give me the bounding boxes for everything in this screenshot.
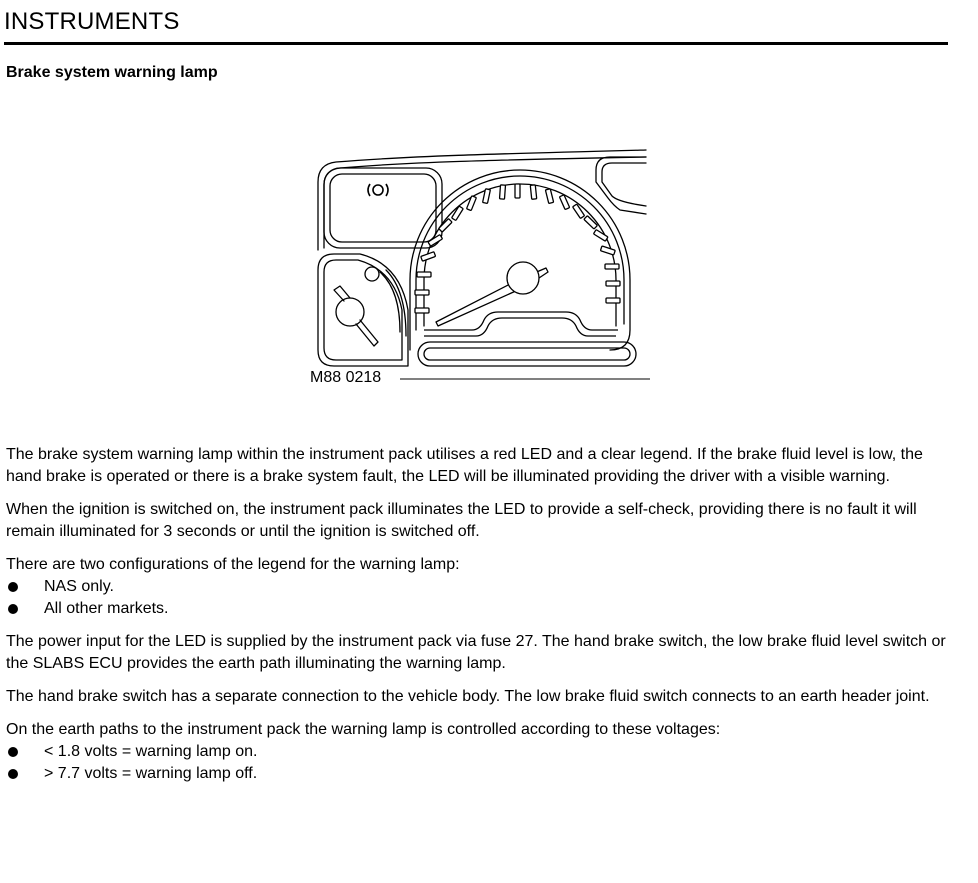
indicator-light — [365, 267, 379, 281]
speedometer-needle — [436, 262, 548, 326]
speedometer-dial — [424, 184, 616, 326]
lower-display-strip — [418, 342, 636, 366]
paragraph-description: The brake system warning lamp within the instrument pack utilises a red LED and a clear legend. If the brake fluid level is low, the hand brake is operated or there is a brake system fault, the LED will be illuminated providing the driver with a visible warning. — [6, 446, 923, 485]
paragraph-self-check: When the ignition is switched on, the instrument pack illuminates the LED to provide a self-check, providing there is no fault it will remain illuminated for 3 seconds or until the ignition is switched off. — [6, 501, 917, 540]
paragraph-configurations: There are two configurations of the legend for the warning lamp: — [6, 556, 460, 573]
brake-warning-icon — [368, 184, 388, 196]
instrument-pack-drawing — [300, 140, 660, 390]
list-item: NAS only. — [6, 576, 950, 598]
paragraph-voltages: On the earth paths to the instrument pack the warning lamp is controlled according to these voltages: — [6, 721, 721, 738]
paragraph-power-input: The power input for the LED is supplied by the instrument pack via fuse 27. The hand brake switch, the low brake fluid level switch or the SLABS ECU provides the earth path illuminating the warning lamp. — [6, 633, 946, 672]
page-title: INSTRUMENTS — [4, 8, 180, 35]
bullet-icon — [8, 769, 18, 779]
small-gauge-hub — [336, 298, 364, 326]
body-text — [6, 444, 950, 796]
bullet-icon — [8, 747, 18, 757]
instrument-pack-illustration — [300, 140, 660, 390]
header-rule — [4, 42, 948, 45]
speedometer-hub — [507, 262, 539, 294]
page-header — [4, 6, 948, 38]
section-heading: Brake system warning lamp — [6, 64, 218, 81]
list-item: < 1.8 volts = warning lamp on. — [6, 741, 950, 763]
voltages-list — [6, 741, 950, 785]
bullet-icon — [8, 582, 18, 592]
paragraph-hand-brake-switch: The hand brake switch has a separate connection to the vehicle body. The low brake fluid switch connects to an earth header joint. — [6, 688, 930, 705]
figure-label: M88 0218 — [310, 369, 382, 386]
small-gauge-panel — [318, 254, 408, 366]
list-item: All other markets. — [6, 598, 950, 620]
list-item: > 7.7 volts = warning lamp off. — [6, 763, 950, 785]
warning-lamp-panel — [324, 168, 442, 248]
bullet-icon — [8, 604, 18, 614]
configurations-list — [6, 576, 950, 620]
